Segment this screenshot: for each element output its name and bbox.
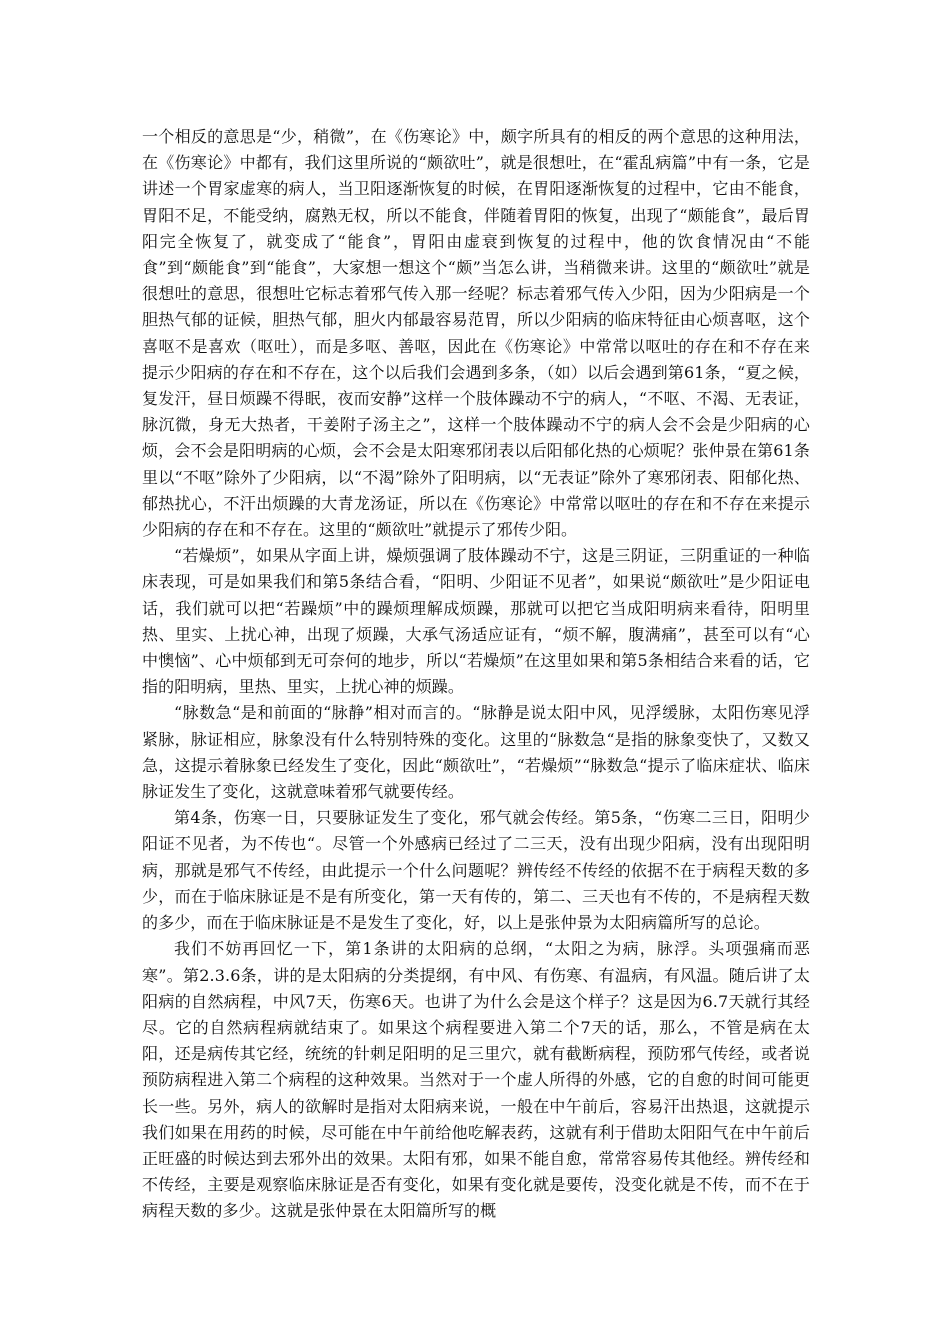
paragraph-1: 一个相反的意思是“少，稍微”，在《伤寒论》中，颇字所具有的相反的两个意思的这种用法，在《伤寒论》中都有，我们这里所说的“颇欲吐”，就是很想吐，在“霍乱病篇”中有一条，它是讲述一个胃家虚寒的病人，当卫阳逐渐恢复的时候，在胃阳逐渐恢复的过程中，它由不能食，胃阳不足，不能受纳，腐熟无权，所以不能食，伴随着胃阳的恢复，出现了“颇能食”，最后胃阳完全恢复了，就变成了“能食”，胃阳由虚衰到恢复的过程中，他的饮食情况由“不能食”到“颇能食”到“能食”，大家想一想这个“颇”当怎么讲，当稍微来讲。这里的“颇欲吐”就是很想吐的意思，很想吐它标志着邪气传入那一经呢？标志着邪气传入少阳，因为少阳病是一个胆热气郁的证候，胆热气郁，胆火内郁最容易范胃，所以少阳病的临床特征由心烦喜呕，这个喜呕不是喜欢（呕吐），而是多呕、善呕，因此在《伤寒论》中常常以呕吐的存在和不存在来提示少阳病的存在和不存在，这个以后我们会遇到多条，（如）以后会遇到第61条，“夏之候，复发汗，昼日烦躁不得眠，夜而安静”这样一个肢体躁动不宁的病人，“不呕、不渴、无表证，脉沉微，身无大热者，干姜附子汤主之”，这样一个肢体躁动不宁的病人会不会是少阳病的心烦，会不会是阳明病的心烦，会不会是太阳寒邪闭表以后阳郁化热的心烦呢？张仲景在第61条里以“不呕”除外了少阳病，以“不渴”除外了阳明病，以“无表证”除外了寒邪闭表、阳郁化热、郁热扰心，不汗出烦躁的大青龙汤证，所以在《伤寒论》中常常以呕吐的存在和不存在来提示少阳病的存在和不存在。这里的“颇欲吐”就提示了邪传少阳。	[142, 127, 810, 540]
paragraph-3: “脉数急“是和前面的“脉静”相对而言的。“脉静是说太阳中风，见浮缓脉，太阳伤寒见浮紧脉，脉证相应，脉象没有什么特别特殊的变化。这里的“脉数急“是指的脉象变快了，又数又急，这提示着脉象已经发生了变化，因此“颇欲吐”，“若燥烦”“脉数急“提示了临床症状、临床脉证发生了变化，这就意味着邪气就要传经。	[142, 703, 810, 802]
paragraph-5: 我们不妨再回忆一下，第1条讲的太阳病的总纲，“太阳之为病，脉浮。头项强痛而恶寒”。第2.3.6条，讲的是太阳病的分类提纲，有中风、有伤寒、有温病，有风温。随后讲了太阳病的自然病程，中风7天，伤寒6天。也讲了为什么会是这个样子？这是因为6.7天就行其经尽。它的自然病程病就结束了。如果这个病程要进入第二个7天的话，那么，不管是病在太阳，还是病传其它经，统统的针刺足阳明的足三里穴，就有截断病程，预防邪气传经，或者说预防病程进入第二个病程的这种效果。当然对于一个虚人所得的外感，它的自愈的时间可能更长一些。另外，病人的欲解时是指对太阳病来说，一般在中午前后，容易汗出热退，这就提示我们如果在用药的时候，尽可能在中午前给他吃解表药，这就有利于借助太阳阳气在中午前后正旺盛的时候达到去邪外出的效果。太阳有邪，如果不能自愈，常常容易传其他经。辨传经和不传经，主要是观察临床脉证是否有变化，如果有变化就是要传，没变化就是不传，而不在于病程天数的多少。这就是张仲景在太阳篇所写的概	[142, 939, 810, 1221]
paragraph-2: “若燥烦”，如果从字面上讲，燥烦强调了肢体躁动不宁，这是三阴证，三阴重证的一种临床表现，可是如果我们和第5条结合看，“阳明、少阳证不见者”，如果说“颇欲吐”是少阳证电话，我们就可以把“若躁烦”中的躁烦理解成烦躁，那就可以把它当成阳明病来看待，阳明里热、里实、上扰心神，出现了烦躁，大承气汤适应证有，“烦不解，腹满痛”，甚至可以有“心中懊恼”、心中烦郁到无可奈何的地步，所以“若燥烦”在这里如果和第5条相结合来看的话，它指的阳明病，里热、里实，上扰心神的烦躁。	[142, 546, 810, 697]
paragraph-4: 第4条，伤寒一日，只要脉证发生了变化，邪气就会传经。第5条，“伤寒二三日，阳明少阳证不见者，为不传也“。尽管一个外感病已经过了二三天，没有出现少阳病，没有出现阳明病，那就是邪气不传经，由此提示一个什么问题呢？辨传经不传经的依据不在于病程天数的多少，而在于临床脉证是不是有所变化，第一天有传的，第二、三天也有不传的，不是病程天数的多少，而在于临床脉证是不是发生了变化，好，以上是张仲景为太阳病篇所写的总论。	[142, 808, 810, 933]
document-body	[142, 124, 810, 1225]
